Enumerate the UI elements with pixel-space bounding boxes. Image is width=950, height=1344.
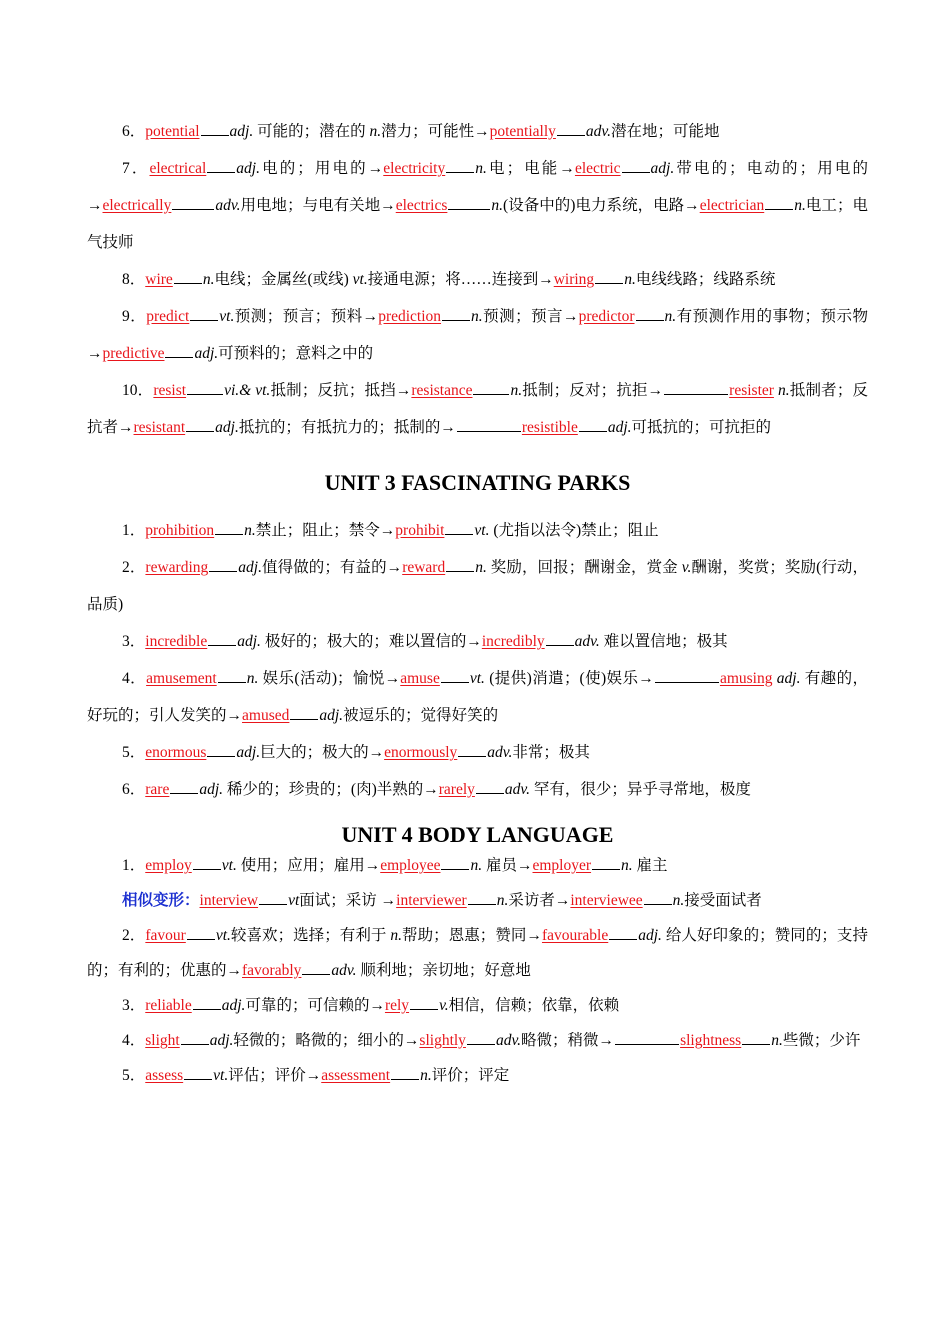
vocab-entry <box>87 549 868 623</box>
definition-text: 电线；金属丝(或线) <box>214 271 353 288</box>
definition-text: 评估；评价→ <box>228 1067 322 1084</box>
fill-blank-line <box>201 122 229 136</box>
definition-text: 抵制；反抗；抵挡→ <box>270 382 412 399</box>
answer-word: prohibit <box>395 522 445 539</box>
part-of-speech: adj. <box>236 744 261 761</box>
fill-blank-line <box>218 669 246 683</box>
vocab-entry <box>87 1058 868 1093</box>
entry-number: 7． <box>122 160 150 177</box>
definition-text: 使用；应用；雇用→ <box>236 857 381 874</box>
part-of-speech: adj. <box>776 670 801 687</box>
part-of-speech: vt. <box>469 670 485 687</box>
answer-word: employer <box>532 857 592 874</box>
answer-word: reward <box>402 559 446 576</box>
entry-number: 2． <box>122 927 146 944</box>
definition-text: 电线线路；线路系统 <box>635 271 776 288</box>
definition-text: 罕有，很少；异乎寻常地，极度 <box>530 781 751 798</box>
fill-blank-line <box>170 780 198 794</box>
vocab-entry <box>87 113 868 150</box>
part-of-speech: n. <box>491 197 503 214</box>
definition-text: 可抵抗的；可抗拒的 <box>631 419 772 436</box>
answer-word: resister <box>729 382 774 399</box>
fill-blank-line <box>302 961 330 975</box>
part-of-speech: n. <box>624 271 636 288</box>
fill-blank-line <box>609 926 637 940</box>
entry-number: 9． <box>122 308 147 325</box>
answer-word: electrician <box>699 197 765 214</box>
part-of-speech: n. <box>390 927 402 944</box>
part-of-speech: vt. <box>215 927 231 944</box>
vocab-entry <box>87 298 868 372</box>
answer-word: slightness <box>680 1032 742 1049</box>
vocab-entry <box>87 988 868 1023</box>
part-of-speech: n. <box>664 308 677 325</box>
definition-text: 轻微的；略微的；细小的→ <box>233 1032 420 1049</box>
answer-word: employ <box>145 857 192 874</box>
part-of-speech: adv. <box>574 633 600 650</box>
definition-text: 较喜欢；选择；有利于 <box>230 927 391 944</box>
part-of-speech: v. <box>681 559 692 576</box>
fill-blank-line <box>208 632 236 646</box>
answer-word: rely <box>384 997 410 1014</box>
answer-word: interviewee <box>570 892 643 909</box>
fill-blank-line <box>557 122 585 136</box>
part-of-speech: vt. <box>352 271 368 288</box>
definition-text: 奖励，回报；酬谢金，赏金 <box>486 559 682 576</box>
definition-text: 略微；稍微→ <box>521 1032 615 1049</box>
fill-blank-line <box>193 996 221 1010</box>
definition-text: 非常；极其 <box>512 744 590 761</box>
answer-word: predictor <box>578 308 635 325</box>
fill-blank-line <box>187 926 215 940</box>
part-of-speech: adj. <box>236 160 260 177</box>
fill-blank-line <box>655 669 719 683</box>
definition-text: 预测；预言；预料→ <box>234 308 379 325</box>
vocab-entry <box>87 848 868 883</box>
definition-text: 难以置信地；极其 <box>599 633 728 650</box>
fill-blank-line <box>165 344 193 358</box>
answer-word: slightly <box>419 1032 466 1049</box>
fill-blank-line <box>184 1066 212 1080</box>
entry-number: 3． <box>122 633 146 650</box>
definition-text: 禁止；阻止；禁令→ <box>255 522 396 539</box>
answer-word: interview <box>199 892 259 909</box>
fill-blank-line <box>209 558 237 572</box>
vocab-entry <box>87 261 868 298</box>
answer-word: assessment <box>321 1067 391 1084</box>
fill-blank-line <box>207 159 235 173</box>
fill-blank-line <box>742 1031 770 1045</box>
entry-number: 1． <box>122 857 146 874</box>
definition-text: 预测；预言→ <box>482 308 579 325</box>
definition-text: 娱乐(活动)；愉悦→ <box>258 670 401 687</box>
fill-blank-line <box>592 856 620 870</box>
definition-text: 雇主 <box>632 857 668 874</box>
definition-text: 可靠的；可信赖的→ <box>245 997 385 1014</box>
definition-text: 抵制者；反抗者→ <box>87 382 868 436</box>
answer-word: electrics <box>395 197 448 214</box>
fill-blank-line <box>467 1031 495 1045</box>
definition-text: 带电的；电动的；用电的→ <box>87 160 868 214</box>
definition-text: 巨大的；极大的→ <box>260 744 385 761</box>
part-of-speech: adv. <box>585 123 612 140</box>
fill-blank-line <box>473 381 509 395</box>
vocab-entry <box>87 1023 868 1058</box>
answer-word: predict <box>146 308 190 325</box>
vocab-entry <box>87 918 868 988</box>
definition-text: 极好的；极大的；难以置信的→ <box>260 633 482 650</box>
fill-blank-line <box>193 856 221 870</box>
definition-text: 潜在地；可能地 <box>611 123 720 140</box>
definition-text: 给人好印象的；赞同的；支持的；有利的；优惠的→ <box>87 927 868 979</box>
part-of-speech: n. <box>475 160 487 177</box>
fill-blank-line <box>391 1066 419 1080</box>
part-of-speech: vt <box>288 892 300 909</box>
unit-heading: UNIT 3 FASCINATING PARKS <box>324 470 631 495</box>
fill-blank-line <box>765 196 793 210</box>
fill-blank-line <box>476 780 504 794</box>
answer-word: predictive <box>102 345 165 362</box>
part-of-speech: vt. <box>219 308 235 325</box>
part-of-speech: n. <box>470 857 483 874</box>
fill-blank-line <box>186 418 214 432</box>
part-of-speech: adv. <box>215 197 241 214</box>
fill-blank-line <box>172 196 214 210</box>
part-of-speech: adj. <box>607 419 632 436</box>
part-of-speech: n. <box>246 670 259 687</box>
answer-word: assess <box>145 1067 184 1084</box>
vocab-entry <box>87 771 868 808</box>
fill-blank-line <box>546 632 574 646</box>
answer-word: electrically <box>102 197 172 214</box>
part-of-speech: adv. <box>495 1032 522 1049</box>
part-of-speech: adj. <box>238 559 262 576</box>
answer-word: prediction <box>378 308 442 325</box>
part-of-speech: adv. <box>487 744 513 761</box>
definition-text: 潜力；可能性→ <box>381 123 490 140</box>
definition-text: 面试；采访 → <box>299 892 397 909</box>
definition-text: 可预料的；意料之中的 <box>218 345 374 362</box>
part-of-speech: n. <box>471 308 483 325</box>
answer-word: employee <box>380 857 441 874</box>
entry-number: 6． <box>122 123 146 140</box>
definition-text: 用电地；与电有关地→ <box>240 197 396 214</box>
fill-blank-line <box>446 558 474 572</box>
definition-text: 酬谢，奖赏；奖励(行动，品质) <box>87 559 868 613</box>
vocab-entry <box>87 150 868 261</box>
fill-blank-line <box>448 196 490 210</box>
entry-number: 4． <box>122 1032 146 1049</box>
fill-blank-line <box>187 381 223 395</box>
answer-word: prohibition <box>145 522 215 539</box>
definition-text: 相信，信赖；依靠，依赖 <box>448 997 620 1014</box>
answer-word: resistible <box>521 419 578 436</box>
answer-word: incredibly <box>481 633 545 650</box>
answer-word: amusing <box>719 670 773 687</box>
definition-text: 评价；评定 <box>431 1067 510 1084</box>
part-of-speech: adj. <box>229 123 254 140</box>
answer-word: amuse <box>400 670 440 687</box>
vocab-entry <box>87 372 868 446</box>
definition-text: 电；电能→ <box>486 160 575 177</box>
similar-forms-entry <box>87 883 868 918</box>
part-of-speech: n. <box>794 197 806 214</box>
answer-word: rewarding <box>145 559 209 576</box>
fill-blank-line <box>215 521 243 535</box>
part-of-speech: vt. <box>213 1067 229 1084</box>
definition-text: 接受面试者 <box>684 892 762 909</box>
part-of-speech: adv. <box>504 781 530 798</box>
part-of-speech: adj. <box>194 345 219 362</box>
part-of-speech: n. <box>672 892 685 909</box>
entry-number: 3． <box>122 997 146 1014</box>
entry-number: 2． <box>122 559 146 576</box>
vocab-entry <box>87 623 868 660</box>
fill-blank-line <box>595 270 623 284</box>
entry-number: 1． <box>122 522 146 539</box>
answer-word: wiring <box>553 271 595 288</box>
definition-text: 稀少的；珍贵的；(肉)半熟的→ <box>223 781 439 798</box>
part-of-speech: n. <box>621 857 633 874</box>
entry-number: 5． <box>122 744 146 761</box>
entry-number: 6． <box>122 781 146 798</box>
answer-word: favour <box>145 927 186 944</box>
entry-number: 10． <box>122 382 154 399</box>
part-of-speech: v. <box>439 997 449 1014</box>
answer-word: potentially <box>489 123 556 140</box>
part-of-speech: adj. <box>650 160 675 177</box>
fill-blank-line <box>579 418 607 432</box>
fill-blank-line <box>174 270 202 284</box>
fill-blank-line <box>190 307 218 321</box>
part-of-speech: n. <box>475 559 487 576</box>
fill-blank-line <box>181 1031 209 1045</box>
part-of-speech: adj. <box>199 781 224 798</box>
definition-text: (提供)消遣；(使)娱乐→ <box>484 670 654 687</box>
fill-blank-line <box>410 996 438 1010</box>
answer-word: resist <box>153 382 187 399</box>
part-of-speech: vt. <box>221 857 237 874</box>
answer-word: amusement <box>146 670 217 687</box>
unit-heading: UNIT 4 BODY LANGUAGE <box>341 822 614 847</box>
fill-blank-line <box>441 856 469 870</box>
definition-text: 抵制；反对；抗拒→ <box>522 382 664 399</box>
definition-text: 有预测作用的事物；预示物→ <box>87 308 868 362</box>
fill-blank-line <box>446 159 474 173</box>
entry-number: 4． <box>122 670 147 687</box>
answer-word: rarely <box>438 781 475 798</box>
definition-text: 帮助；恩惠；赞同→ <box>402 927 542 944</box>
fill-blank-line <box>636 307 664 321</box>
answer-word: favourable <box>541 927 609 944</box>
definition-text: 值得做的；有益的→ <box>261 559 403 576</box>
part-of-speech: vi.& vt. <box>224 382 271 399</box>
vocab-entry <box>87 660 868 734</box>
part-of-speech: adj. <box>638 927 662 944</box>
definition-text: 些微；少许 <box>782 1032 861 1049</box>
answer-word: electricity <box>383 160 446 177</box>
answer-word: potential <box>145 123 200 140</box>
entry-number: 8． <box>122 271 146 288</box>
definition-text: 采访者→ <box>508 892 571 909</box>
entry-number: 5． <box>122 1067 146 1084</box>
definition-text: 抵抗的；有抵抗力的；抵制的→ <box>238 419 456 436</box>
fill-blank-line <box>207 743 235 757</box>
fill-blank-line <box>441 669 469 683</box>
answer-word: favorably <box>242 962 302 979</box>
answer-word: rare <box>145 781 170 798</box>
fill-blank-line <box>458 743 486 757</box>
answer-word: resistant <box>133 419 186 436</box>
definition-text: 电工；电气技师 <box>87 197 868 251</box>
answer-word: resistance <box>411 382 473 399</box>
similar-forms-label: 相似变形： <box>122 892 200 909</box>
answer-word: enormous <box>145 744 207 761</box>
answer-word: enormously <box>384 744 458 761</box>
fill-blank-line <box>664 381 728 395</box>
answer-word: interviewer <box>396 892 467 909</box>
fill-blank-line <box>615 1031 679 1045</box>
answer-word: amused <box>242 707 290 724</box>
part-of-speech: adj. <box>237 633 261 650</box>
part-of-speech: adj. <box>215 419 239 436</box>
part-of-speech: n. <box>202 271 215 288</box>
definition-text: 雇员→ <box>482 857 533 874</box>
definition-text: 顺利地；亲切地；好意地 <box>356 962 531 979</box>
vocab-entry <box>87 512 868 549</box>
part-of-speech: n. <box>778 382 790 399</box>
answer-word: incredible <box>145 633 208 650</box>
part-of-speech: n. <box>771 1032 783 1049</box>
part-of-speech: n. <box>369 123 382 140</box>
answer-word: slight <box>145 1032 180 1049</box>
fill-blank-line <box>290 706 318 720</box>
part-of-speech: n. <box>244 522 256 539</box>
vocab-entry <box>87 734 868 771</box>
answer-word: electric <box>574 160 621 177</box>
definition-text: 有趣的，好玩的；引人发笑的→ <box>87 670 868 724</box>
definition-text: 接通电源；将……连接到→ <box>367 271 554 288</box>
answer-word: reliable <box>145 997 192 1014</box>
fill-blank-line <box>622 159 650 173</box>
fill-blank-line <box>442 307 470 321</box>
fill-blank-line <box>644 891 672 905</box>
answer-word: electrical <box>149 160 207 177</box>
fill-blank-line <box>445 521 473 535</box>
part-of-speech: adj. <box>209 1032 234 1049</box>
definition-text: (设备中的)电力系统，电路→ <box>503 197 700 214</box>
part-of-speech: n. <box>496 892 509 909</box>
part-of-speech: adj. <box>319 707 344 724</box>
definition-text: 电的；用电的→ <box>259 160 384 177</box>
definition-text: (尤指以法令)禁止；阻止 <box>489 522 659 539</box>
definition-text: 可能的；潜在的 <box>253 123 370 140</box>
part-of-speech: adj. <box>221 997 246 1014</box>
part-of-speech: adv. <box>331 962 357 979</box>
definition-text: 被逗乐的；觉得好笑的 <box>343 707 499 724</box>
fill-blank-line <box>468 891 496 905</box>
part-of-speech: n. <box>510 382 523 399</box>
fill-blank-line <box>457 418 521 432</box>
part-of-speech: vt. <box>474 522 490 539</box>
fill-blank-line <box>259 891 287 905</box>
part-of-speech: n. <box>420 1067 432 1084</box>
answer-word: wire <box>145 271 173 288</box>
